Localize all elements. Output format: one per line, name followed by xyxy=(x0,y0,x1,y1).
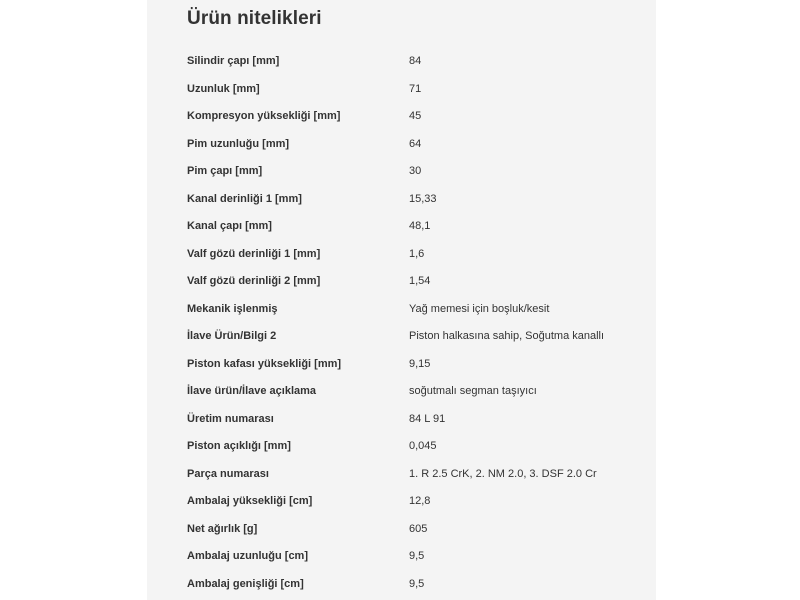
attribute-value: 0,045 xyxy=(409,440,437,452)
attribute-value: 605 xyxy=(409,522,428,535)
attribute-row xyxy=(187,461,627,489)
attribute-row xyxy=(187,186,627,214)
attribute-label: Ambalaj uzunluğu [cm] xyxy=(187,550,308,562)
attribute-label: Mekanik işlenmiş xyxy=(187,302,278,315)
attribute-label: Üretim numarası xyxy=(187,412,274,425)
attribute-label: Kompresyon yüksekliği [mm] xyxy=(187,110,341,122)
attribute-row xyxy=(187,296,627,324)
attribute-row xyxy=(187,103,627,131)
attribute-row xyxy=(187,323,627,351)
attribute-label: Piston açıklığı [mm] xyxy=(187,440,291,452)
attribute-label: Uzunluk [mm] xyxy=(187,82,260,95)
attribute-row xyxy=(187,76,627,104)
attribute-label: Valf gözü derinliği 2 [mm] xyxy=(187,275,321,287)
attribute-value: 9,5 xyxy=(409,577,425,590)
attribute-value: 1,6 xyxy=(409,247,425,260)
attribute-row xyxy=(187,268,627,296)
attributes-table xyxy=(187,48,627,598)
attribute-row xyxy=(187,433,627,461)
attribute-label: Parça numarası xyxy=(187,467,269,480)
attribute-label: Kanal derinliği 1 [mm] xyxy=(187,192,302,205)
attribute-label: Pim çapı [mm] xyxy=(187,165,263,177)
attribute-value: 84 xyxy=(409,55,422,67)
attribute-row xyxy=(187,406,627,434)
attribute-value: 64 xyxy=(409,137,422,150)
attribute-label: Piston kafası yüksekliği [mm] xyxy=(187,357,342,370)
attribute-value: 1. R 2.5 CrK, 2. NM 2.0, 3. DSF 2.0 Cr xyxy=(409,467,597,480)
attribute-label: Valf gözü derinliği 1 [mm] xyxy=(187,247,321,260)
attribute-value: soğutmalı segman taşıyıcı xyxy=(409,385,537,397)
attribute-label: Ambalaj genişliği [cm] xyxy=(187,577,304,590)
attribute-row xyxy=(187,571,627,599)
attribute-label: Net ağırlık [g] xyxy=(187,522,258,535)
attribute-value: 15,33 xyxy=(409,192,437,205)
attribute-row xyxy=(187,48,627,76)
attribute-row xyxy=(187,378,627,406)
attribute-row xyxy=(187,516,627,544)
attribute-value: 30 xyxy=(409,165,422,177)
attribute-row xyxy=(187,241,627,269)
attribute-row xyxy=(187,158,627,186)
attribute-label: Silindir çapı [mm] xyxy=(187,55,280,67)
section-title: Ürün nitelikleri xyxy=(187,8,322,29)
attribute-label: İlave Ürün/Bilgi 2 xyxy=(187,330,277,342)
attribute-value: Yağ memesi için boşluk/kesit xyxy=(409,302,550,315)
attribute-value: 1,54 xyxy=(409,275,431,287)
attribute-value: 45 xyxy=(409,110,422,122)
attribute-value: 71 xyxy=(409,82,422,95)
attribute-value: 9,15 xyxy=(409,357,431,370)
attribute-label: Ambalaj yüksekliği [cm] xyxy=(187,495,313,507)
attribute-value: 48,1 xyxy=(409,220,431,232)
attribute-label: Kanal çapı [mm] xyxy=(187,220,272,232)
attribute-label: İlave ürün/İlave açıklama xyxy=(187,385,317,397)
attribute-row xyxy=(187,213,627,241)
attribute-row xyxy=(187,351,627,379)
attribute-row xyxy=(187,131,627,159)
attribute-value: 84 L 91 xyxy=(409,412,446,425)
attribute-value: 12,8 xyxy=(409,495,431,507)
attribute-value: Piston halkasına sahip, Soğutma kanallı xyxy=(409,330,605,342)
attribute-label: Pim uzunluğu [mm] xyxy=(187,137,290,150)
attribute-row xyxy=(187,488,627,516)
attribute-value: 9,5 xyxy=(409,550,425,562)
attribute-row xyxy=(187,543,627,571)
